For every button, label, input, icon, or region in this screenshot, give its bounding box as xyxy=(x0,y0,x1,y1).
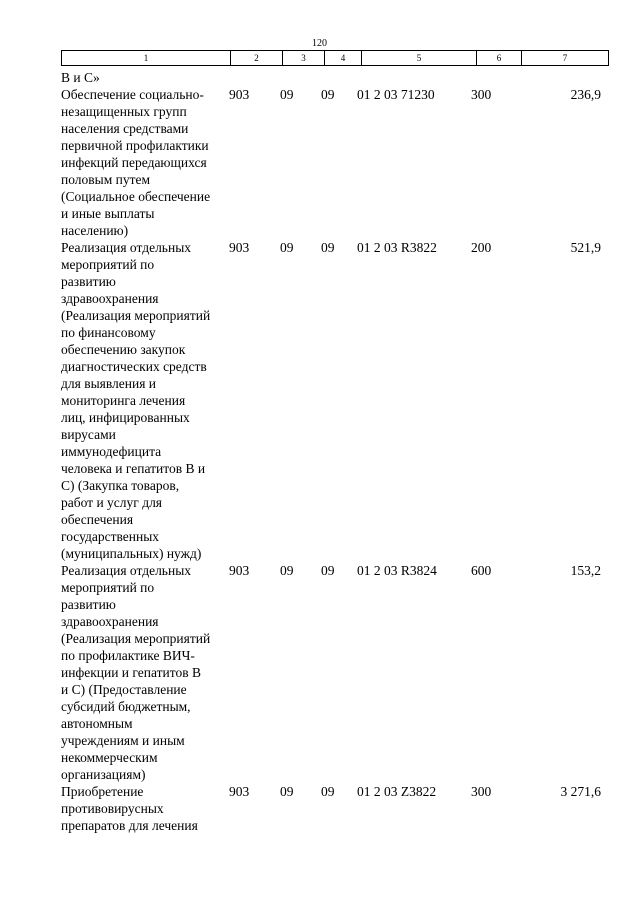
row-section-code: 09 xyxy=(280,87,294,102)
row-target-article: 01 2 03 R3824 xyxy=(357,563,437,578)
row-ministry-code: 903 xyxy=(229,784,250,799)
row-section-code: 09 xyxy=(280,240,294,255)
row-subsection-code: 09 xyxy=(321,240,335,255)
row-expense-type: 300 xyxy=(471,784,492,799)
column-header-3: 3 xyxy=(283,51,325,66)
page-number: 120 xyxy=(312,38,327,49)
row-subsection-code: 09 xyxy=(321,563,335,578)
table-row xyxy=(61,239,601,562)
continuation-row xyxy=(61,69,601,86)
row-expense-type: 200 xyxy=(471,240,492,255)
column-header-7: 7 xyxy=(522,51,609,66)
row-section-code: 09 xyxy=(280,563,294,578)
row-ministry-code: 903 xyxy=(229,240,250,255)
column-header-6: 6 xyxy=(477,51,522,66)
row-subsection-code: 09 xyxy=(321,784,335,799)
row-description: Приобретение противовирусных препаратов для лечения xyxy=(61,784,198,833)
row-section-code: 09 xyxy=(280,784,294,799)
column-header-1: 1 xyxy=(62,51,231,66)
row-amount: 3 271,6 xyxy=(560,784,601,799)
budget-table xyxy=(61,69,601,834)
row-ministry-code: 903 xyxy=(229,87,250,102)
continuation-text: В и С» xyxy=(61,70,100,85)
table-row xyxy=(61,86,601,239)
table-row xyxy=(61,783,601,834)
row-amount: 236,9 xyxy=(570,87,601,102)
row-description: Обеспечение социально- незащищенных групп населения средствами первичной профилактики инфекций передающихся половым путем (Социальное обеспечение и иные выплаты населению) xyxy=(61,87,211,238)
column-header-2: 2 xyxy=(231,51,283,66)
row-amount: 521,9 xyxy=(570,240,601,255)
row-description: Реализация отдельных мероприятий по развитию здравоохранения (Реализация мероприятий по финансовому обеспечению закупок диагностических средств для выявления и мониторинга лечения лиц, инфицированных вирусами иммунодефицита человека и гепатитов В и С) (Закупка товаров, работ и услуг для обеспечения государственных (муниципальных) нужд) xyxy=(61,240,211,561)
column-header-row xyxy=(62,51,609,66)
column-header-4: 4 xyxy=(325,51,362,66)
row-target-article: 01 2 03 Z3822 xyxy=(357,784,437,799)
row-target-article: 01 2 03 R3822 xyxy=(357,240,437,255)
row-target-article: 01 2 03 71230 xyxy=(357,87,435,102)
column-header-table xyxy=(61,50,609,66)
table-row xyxy=(61,562,601,783)
row-ministry-code: 903 xyxy=(229,563,250,578)
row-expense-type: 300 xyxy=(471,87,492,102)
column-header-5: 5 xyxy=(362,51,477,66)
row-description: Реализация отдельных мероприятий по развитию здравоохранения (Реализация мероприятий по профилактике ВИЧ- инфекции и гепатитов В и С) (Предоставление субсидий бюджетным, автономным учреждениям и иным некоммерческим организациям) xyxy=(61,563,211,782)
row-amount: 153,2 xyxy=(570,563,601,578)
row-expense-type: 600 xyxy=(471,563,492,578)
row-subsection-code: 09 xyxy=(321,87,335,102)
